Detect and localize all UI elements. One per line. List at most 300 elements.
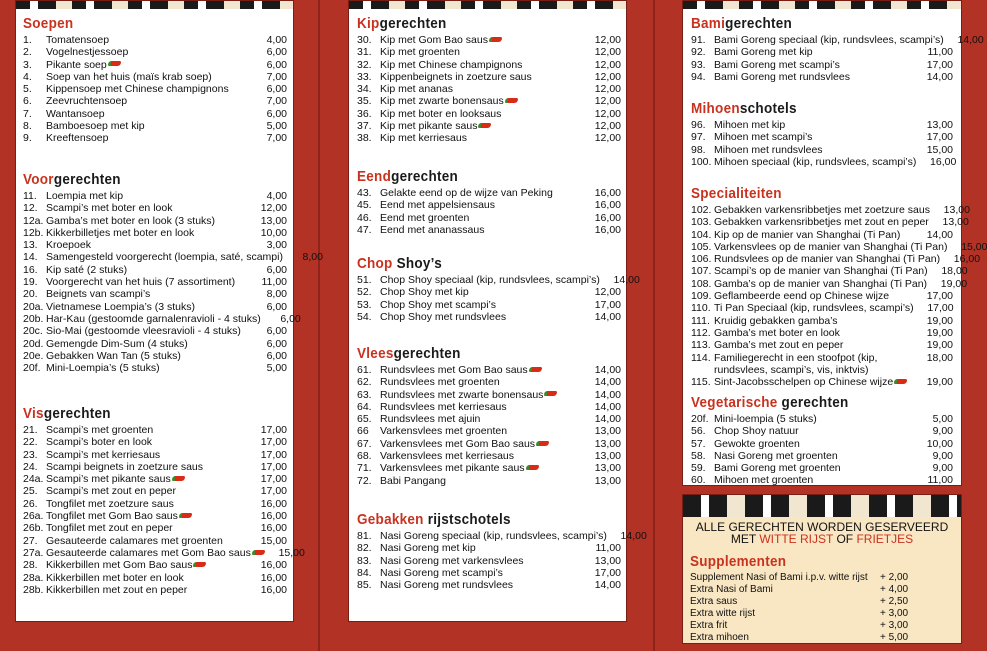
menu-item-name-wrap [380, 286, 581, 298]
menu-section [23, 15, 287, 145]
menu-item-name-wrap [380, 401, 581, 413]
section-heading [357, 168, 595, 186]
chili-pepper-icon [544, 391, 557, 396]
menu-item-price: 10,00 [260, 226, 287, 239]
menu-item-number: 12b. [23, 226, 44, 239]
menu-item-price: 5,00 [266, 120, 287, 133]
menu-item [357, 389, 621, 401]
menu-item-name-wrap [380, 475, 581, 487]
menu-item-name-wrap [714, 265, 928, 277]
menu-item-name-wrap [714, 156, 916, 168]
menu-item [357, 199, 621, 211]
menu-item-name-wrap [46, 510, 247, 522]
menu-item-name: Gelakte eend op de wijze van Peking [380, 187, 553, 199]
menu-item-number: 31. [357, 46, 372, 59]
menu-item-name: Gewokte groenten [714, 437, 800, 450]
menu-item [691, 302, 953, 314]
menu-item-name-wrap [380, 46, 581, 58]
notice-line-2 [683, 533, 961, 545]
section-heading-rest: schotels [739, 100, 797, 117]
menu-item [691, 339, 953, 351]
menu-item-name: Kip met pikante saus [380, 120, 478, 133]
menu-item-price: 13,00 [260, 214, 287, 227]
menu-section [357, 255, 640, 323]
menu-item [23, 120, 287, 132]
menu-item-name-wrap [46, 190, 247, 202]
menu-section [691, 15, 984, 83]
menu-item-price: 17,00 [260, 460, 287, 473]
menu-item-price: 16,00 [594, 199, 621, 212]
menu-item-price: 17,00 [594, 566, 621, 579]
menu-item-price: 17,00 [926, 58, 953, 71]
menu-item-name-wrap [380, 555, 581, 567]
section-heading-lead: Vlees [357, 345, 394, 362]
supplement-item [690, 620, 925, 632]
menu-item-number: 56. [691, 425, 706, 438]
menu-item [691, 204, 970, 216]
menu-item-price: 4,00 [266, 34, 287, 46]
menu-item-price: 13,00 [594, 474, 621, 487]
menu-item-name: Kippensoep met Chinese champignons [46, 83, 229, 96]
menu-item-name-wrap [46, 436, 247, 448]
menu-item-number: 5. [23, 83, 32, 96]
menu-item-name: Rundsvlees met ajuin [380, 413, 481, 426]
menu-item-price: 19,00 [926, 376, 953, 389]
menu-item-number: 3. [23, 58, 32, 71]
menu-item-name-wrap [46, 227, 247, 239]
supplement-item [690, 584, 925, 596]
menu-item [23, 559, 287, 571]
menu-item-price: 6,00 [266, 46, 287, 59]
menu-item-price: 6,00 [266, 349, 287, 362]
menu-item [23, 572, 287, 584]
menu-item-name-wrap [714, 376, 913, 388]
menu-item-name: Gebakken Wan Tan (5 stuks) [46, 349, 181, 362]
menu-item-name: Mihoen met groenten [714, 474, 814, 487]
menu-item-price: 9,00 [932, 449, 953, 462]
menu-item-name-wrap [46, 547, 265, 559]
menu-item-number: 63. [357, 388, 372, 401]
menu-item-price: 16,00 [594, 223, 621, 236]
menu-item [23, 83, 287, 95]
section-heading-lead: Chop [357, 255, 393, 272]
menu-item-number: 20c. [23, 325, 43, 338]
menu-item-name-wrap [46, 46, 247, 58]
menu-item-name: Geflambeerde eend op Chinese wijze [714, 290, 890, 303]
menu-item [23, 132, 287, 144]
menu-item-price: 16,00 [594, 211, 621, 224]
menu-item [23, 239, 287, 251]
menu-item [691, 376, 953, 388]
menu-item-price: 6,00 [266, 300, 287, 313]
menu-item-name: Kikkerbillen met Gom Bao saus [46, 559, 193, 572]
menu-item-price: 14,00 [594, 579, 621, 592]
menu-item-name: Chop Shoy natuur [714, 425, 799, 438]
menu-item-name-wrap [380, 71, 581, 83]
menu-item-number: 38. [357, 132, 372, 145]
menu-item-name: Kip op de manier van Shanghai (Ti Pan) [714, 228, 901, 241]
menu-item-price: 7,00 [266, 70, 287, 83]
menu-item [23, 485, 287, 497]
menu-item-name-wrap [714, 144, 913, 156]
menu-item-name: Wantansoep [46, 107, 105, 120]
decorative-border [349, 1, 626, 9]
menu-item-name: Scampi’s met zout en peper [46, 485, 176, 498]
menu-item-name-wrap [380, 187, 581, 199]
menu-item-name-wrap [46, 120, 247, 132]
menu-item-name: Eend met groenten [380, 211, 470, 224]
menu-item [23, 436, 287, 448]
menu-item-number: 28b. [23, 583, 44, 596]
menu-item [357, 132, 621, 144]
menu-item-price: 17,00 [260, 448, 287, 461]
supplement-name: Extra saus [690, 596, 738, 607]
menu-item-name-wrap [46, 522, 247, 534]
menu-item-number: 65. [357, 413, 372, 426]
section-heading-rest: rijstschotels [423, 511, 511, 528]
menu-item-name: Rundsvlees met groenten [380, 376, 500, 389]
menu-item-name-wrap [380, 95, 581, 107]
menu-item-name: Chop Shoy met scampi’s [380, 298, 496, 311]
menu-item-price: 9,00 [932, 462, 953, 475]
section-heading [23, 405, 261, 423]
menu-item-number: 104. [691, 228, 712, 241]
menu-item-name-wrap [46, 71, 247, 83]
supplement-name: Extra witte rijst [690, 608, 756, 619]
menu-item-number: 47. [357, 223, 372, 236]
menu-item-name: Mihoen met kip [714, 119, 786, 131]
menu-item-name: Kip met Chinese champignons [380, 58, 523, 71]
menu-item-number: 97. [691, 131, 706, 144]
menu-item-name: Kikkerbilletjes met boter en look [46, 226, 195, 239]
chili-pepper-icon [526, 465, 539, 470]
menu-item-number: 58. [691, 449, 706, 462]
menu-item-name-wrap [380, 376, 581, 388]
menu-item-name: Mini-Loempia’s (5 stuks) [46, 362, 160, 375]
menu-item-name-wrap [714, 450, 913, 462]
supplements-section [690, 553, 925, 644]
menu-item-number: 105. [691, 240, 712, 253]
section-heading-lead: Eend [357, 168, 392, 185]
menu-item-name: Gamba’s met zout en peper [714, 339, 844, 352]
section-heading [23, 171, 261, 189]
supplement-name: Extra frit [690, 620, 728, 631]
menu-item-name: Tongfilet met zout en peper [46, 522, 173, 535]
menu-item-number: 71. [357, 462, 372, 475]
menu-item-number: 22. [23, 436, 38, 449]
menu-item-name: Kip met zwarte bonensaus [380, 95, 504, 108]
menu-item [357, 299, 621, 311]
menu-item-name: Gamba’s met boter en look (3 stuks) [46, 214, 216, 227]
menu-item-name-wrap [46, 264, 247, 276]
menu-panel-left [15, 0, 323, 622]
menu-item-number: 114. [691, 351, 711, 364]
notice-line-1: ALLE GERECHTEN WORDEN GESERVEERD [695, 520, 949, 534]
menu-item-price: 13,00 [594, 450, 621, 463]
section-heading-rest: gerechten [53, 171, 121, 188]
menu-item-number: 35. [357, 95, 372, 108]
menu-item-price: 17,00 [260, 485, 287, 498]
menu-item-price: 14,00 [613, 274, 640, 286]
menu-item-number: 20e. [23, 349, 44, 362]
menu-item [23, 510, 287, 522]
menu-item-number: 83. [357, 554, 372, 567]
menu-item-number: 28. [23, 559, 38, 572]
menu-item-number: 43. [357, 187, 372, 199]
menu-item-name-wrap [714, 59, 913, 71]
menu-item-name-wrap [46, 34, 247, 46]
menu-item-number: 54. [357, 310, 372, 323]
menu-item-price: 16,00 [594, 187, 621, 199]
menu-item-number: 12. [23, 202, 38, 215]
menu-item-price: 16,00 [930, 155, 957, 168]
supplements-list [690, 572, 925, 644]
menu-item [357, 71, 621, 83]
menu-item-name-wrap [380, 132, 581, 144]
menu-item-number: 92. [691, 46, 706, 59]
menu-section [357, 511, 647, 592]
menu-item-name: Bami Goreng met kip [714, 46, 813, 59]
menu-item [23, 522, 287, 534]
menu-item-name: Nasi Goreng speciaal (kip, rundsvlees, scampi’s) [380, 530, 607, 542]
menu-item-number: 84. [357, 566, 372, 579]
menu-item-name-wrap [380, 59, 581, 71]
menu-item-name: Nasi Goreng met scampi’s [380, 566, 503, 579]
menu-item-number: 37. [357, 120, 372, 133]
menu-item-number: 59. [691, 462, 706, 475]
menu-item-name: Kip saté (2 stuks) [46, 263, 128, 276]
menu-item-number: 98. [691, 143, 706, 156]
menu-item-price: 3,00 [266, 239, 287, 252]
menu-item-name-wrap [46, 473, 247, 485]
menu-item-name-wrap [714, 315, 913, 327]
menu-item [691, 425, 953, 437]
menu-item-number: 60. [691, 474, 706, 487]
decorative-border [683, 1, 961, 9]
menu-item-number: 115. [691, 376, 711, 389]
menu-item-name: Rundsvlees op de manier van Shanghai (Ti Pan) [714, 253, 941, 266]
menu-item-name-wrap [46, 288, 247, 300]
menu-item-name-wrap [380, 542, 581, 554]
menu-item-name-wrap [46, 59, 247, 71]
menu-item-price: 17,00 [926, 290, 953, 303]
menu-item-price: 12,00 [594, 34, 621, 46]
section-heading-lead: Bami [691, 15, 726, 32]
section-heading-lead: Vis [23, 405, 44, 422]
menu-item-price: 16,00 [260, 583, 287, 596]
menu-item-price: 14,00 [957, 34, 984, 46]
column-divider [318, 0, 320, 651]
menu-item-number: 20f. [23, 362, 41, 375]
menu-item [23, 34, 287, 46]
menu-item-name: Bami Goreng met rundsvlees [714, 70, 850, 83]
menu-item [691, 119, 953, 131]
menu-item-name-wrap [714, 413, 913, 425]
menu-item-price: 15,00 [926, 143, 953, 156]
menu-item-name: Bami Goreng speciaal (kip, rundsvlees, scampi’s) [714, 34, 944, 46]
menu-item-price: 17,00 [260, 436, 287, 449]
menu-item-price: 12,00 [594, 132, 621, 145]
menu-item [23, 461, 287, 473]
menu-item-price: 6,00 [266, 263, 287, 276]
menu-item-name: Varkensvlees met pikante saus [380, 462, 525, 475]
menu-item [691, 216, 969, 229]
menu-item-name: Varkensvlees op de manier van Shanghai (Ti Pan) [714, 240, 948, 253]
menu-item-name: Varkensvlees met Gom Bao saus [380, 437, 536, 450]
menu-item-number: 72. [357, 474, 372, 487]
menu-item [23, 338, 287, 350]
menu-item-number: 111. [691, 314, 710, 327]
menu-item-price: 15,00 [961, 240, 987, 253]
menu-item-price: 8,00 [302, 251, 323, 264]
menu-item-number: 81. [357, 530, 372, 542]
section-heading [691, 100, 927, 118]
menu-item-number: 100. [691, 155, 712, 168]
menu-item-name-wrap [380, 224, 581, 236]
menu-item-name: Beignets van scampi’s [46, 288, 151, 301]
menu-item-price: 14,00 [594, 310, 621, 323]
menu-item-name-wrap [380, 425, 581, 437]
menu-item-name-wrap [714, 425, 913, 437]
menu-item-name-wrap [714, 119, 913, 131]
menu-item-name-wrap [714, 327, 913, 339]
menu-item-name: Nasi Goreng met rundsvlees [380, 579, 514, 592]
menu-item-number: 45. [357, 199, 372, 212]
chili-pepper-icon [108, 61, 121, 66]
menu-item-name: Tongfilet met zoetzure saus [46, 497, 174, 510]
menu-item [691, 352, 953, 377]
menu-item [357, 567, 621, 579]
menu-item [357, 59, 621, 71]
menu-item-name: Kikkerbillen met boter en look [46, 571, 184, 584]
menu-item-number: 30. [357, 34, 372, 46]
menu-item-name-wrap [46, 449, 247, 461]
menu-item-name-wrap [46, 461, 247, 473]
menu-item-name-wrap [714, 216, 929, 228]
menu-item-name: Gemengde Dim-Sum (4 stuks) [46, 337, 188, 350]
menu-item [691, 253, 981, 266]
menu-item [23, 264, 287, 276]
menu-item [357, 187, 621, 199]
menu-item-number: 102. [691, 204, 712, 216]
menu-item-number: 16. [23, 263, 38, 276]
chili-pepper-icon [172, 476, 185, 481]
menu-item [23, 288, 287, 300]
menu-item-number: 85. [357, 579, 372, 592]
menu-item-number: 13. [23, 239, 38, 252]
menu-item-name: Mihoen met rundsvlees [714, 143, 823, 156]
menu-item-price: 15,00 [278, 546, 305, 559]
menu-item-name-wrap [380, 34, 581, 46]
menu-item-name: Soep van het huis (maïs krab soep) [46, 70, 212, 83]
menu-item [691, 315, 953, 327]
menu-item-number: 23. [23, 448, 38, 461]
section-heading-lead: Vegetarische [691, 394, 778, 411]
menu-item-number: 12a. [23, 214, 44, 227]
section-heading [357, 15, 595, 33]
menu-item-name: Gamba’s op de manier van Shanghai (Ti Pan) [714, 277, 928, 290]
menu-item-name: Nasi Goreng met varkensvlees [380, 554, 524, 567]
menu-item-price: 5,00 [266, 362, 287, 375]
menu-item [357, 579, 621, 591]
menu-item-price: 12,00 [594, 286, 621, 299]
menu-item-name-wrap [380, 120, 581, 132]
menu-item-name-wrap [380, 567, 581, 579]
menu-item-price: 13,00 [942, 216, 969, 229]
menu-item [357, 413, 621, 425]
menu-item-number: 68. [357, 450, 372, 463]
menu-item-name: Gebakken varkensribbetjes met zoetzure saus [714, 204, 930, 216]
menu-item [23, 350, 287, 362]
menu-item-name-wrap [714, 474, 913, 486]
menu-item [23, 190, 287, 202]
menu-item [357, 425, 621, 437]
menu-item [691, 240, 987, 253]
decorative-border [16, 1, 293, 9]
menu-item-name: Gebakken varkensribbetjes met zout en peper [714, 216, 929, 229]
menu-item-name: Rundsvlees met zwarte bonensaus [380, 388, 544, 401]
menu-item [357, 286, 621, 298]
menu-item [23, 449, 287, 461]
menu-item-price: 10,00 [926, 437, 953, 450]
menu-item-name-wrap [46, 325, 247, 337]
footer-info-box [682, 494, 962, 644]
menu-item-name-wrap [380, 199, 581, 211]
menu-item-price: 12,00 [260, 202, 287, 215]
menu-item-name-wrap [46, 313, 261, 325]
section-heading [357, 511, 595, 529]
menu-item-name-wrap [380, 108, 581, 120]
menu-item-number: 46. [357, 211, 372, 224]
supplement-name: Extra mihoen [690, 632, 749, 643]
menu-item-price: 12,00 [594, 107, 621, 120]
menu-item-price: 17,00 [594, 298, 621, 311]
menu-item-price: 14,00 [926, 70, 953, 83]
menu-item-name: Scampi’s met kerriesaus [46, 448, 161, 461]
menu-item-price: 6,00 [266, 337, 287, 350]
menu-item-number: 6. [23, 95, 32, 108]
menu-item [23, 584, 287, 596]
menu-item-name: Gesauteerde calamares met Gom Bao saus [46, 546, 251, 559]
menu-item-price: 5,00 [932, 413, 953, 425]
menu-item-name: Kip met Gom Bao saus [380, 34, 488, 46]
menu-item-name-wrap [380, 438, 581, 450]
menu-item-name: Familiegerecht in een stoofpot (kip, rundsvlees, scampi’s, vis, inktvis) [714, 351, 878, 376]
menu-item-price: 13,00 [594, 554, 621, 567]
menu-item-price: 12,00 [594, 58, 621, 71]
menu-item-name: Gesauteerde calamares met groenten [46, 534, 223, 547]
menu-item [23, 424, 287, 436]
menu-item-name-wrap [46, 498, 247, 510]
menu-item-name: Gamba’s met boter en look [714, 326, 840, 339]
menu-item-name-wrap [46, 301, 247, 313]
supplements-heading [690, 553, 902, 571]
menu-item [691, 131, 953, 143]
section-heading-rest: gerechten [777, 394, 849, 411]
menu-item [691, 59, 953, 71]
menu-item-price: 6,00 [266, 58, 287, 71]
menu-item-price: 18,00 [926, 351, 953, 364]
menu-item [23, 95, 287, 107]
menu-item-price: 14,00 [594, 413, 621, 426]
menu-item-name-wrap [46, 485, 247, 497]
menu-item-name-wrap [714, 241, 947, 253]
menu-item-name: Mihoen speciaal (kip, rundsvlees, scampi’s) [714, 155, 917, 168]
section-heading-rest: Shoy’s [392, 255, 442, 272]
menu-item-number: 2. [23, 46, 32, 59]
menu-item-price: 12,00 [594, 120, 621, 133]
menu-item-number: 33. [357, 70, 372, 83]
